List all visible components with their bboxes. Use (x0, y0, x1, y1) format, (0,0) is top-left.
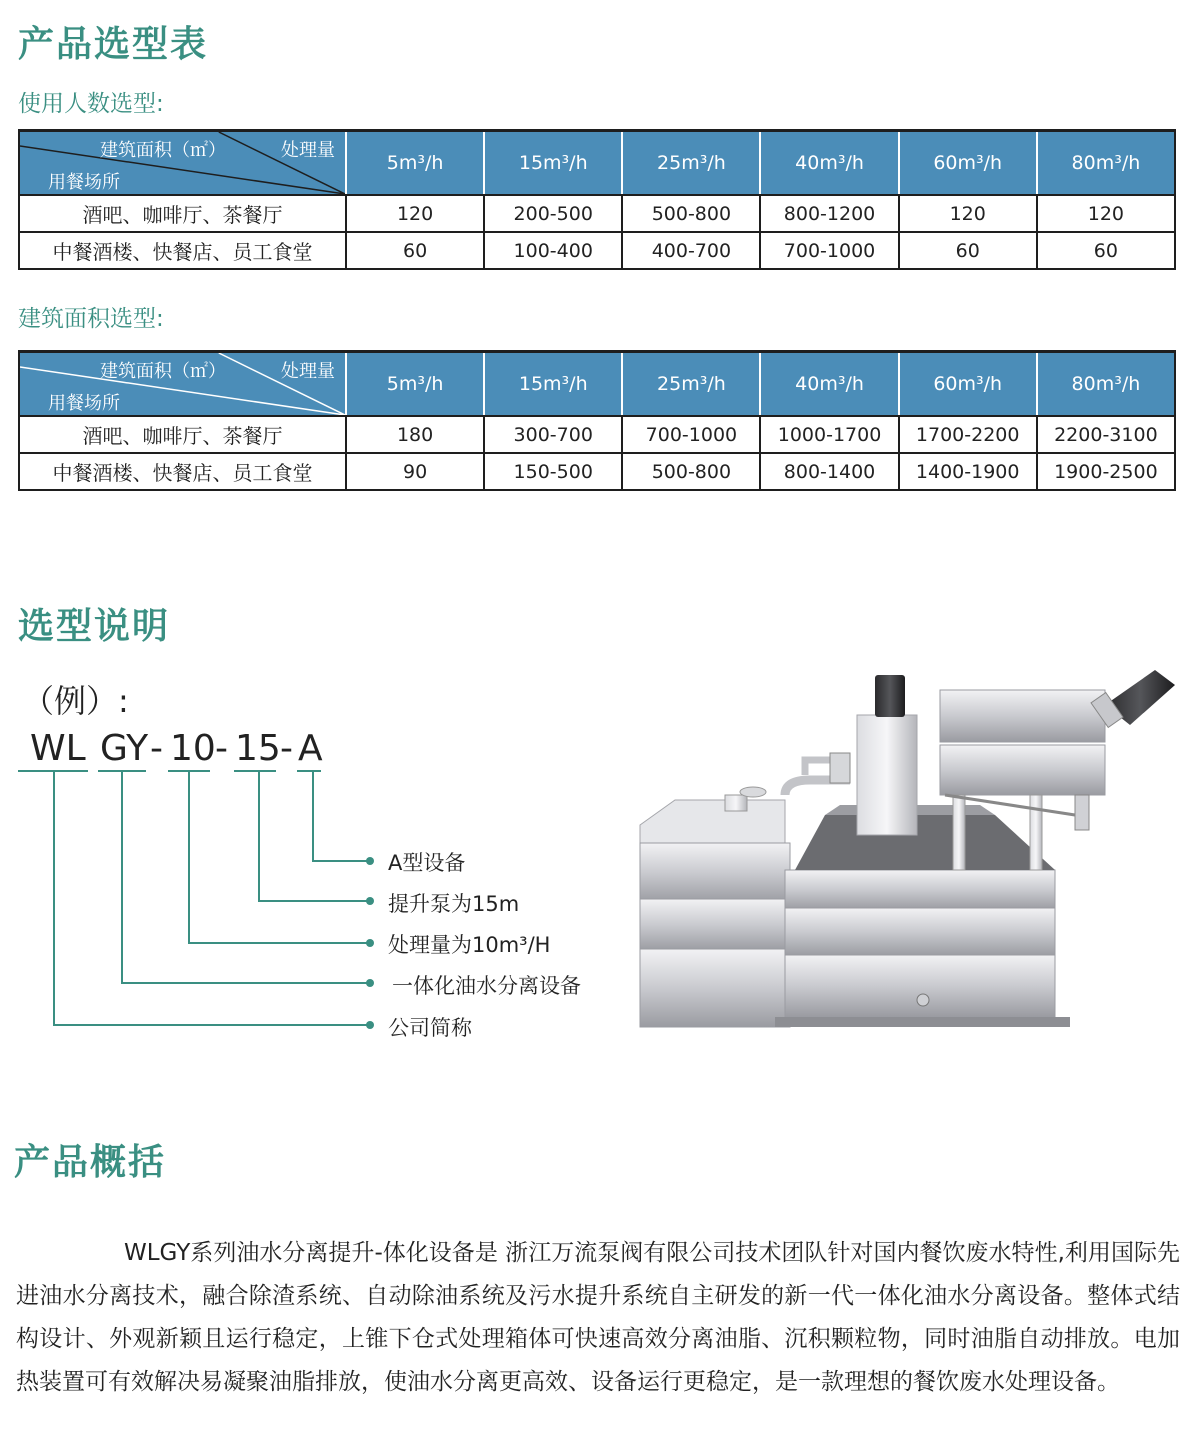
code-company: WL (30, 728, 86, 769)
legend-flow: 处理量为10m³/H (388, 933, 551, 957)
table-corner-header (19, 131, 346, 196)
header-flow-label: 处理量 (281, 140, 335, 161)
connector-line (312, 772, 314, 862)
header-flow-label: 处理量 (281, 361, 335, 382)
row-venue: 酒吧、咖啡厅、茶餐厅 (19, 416, 346, 453)
table-cell: 700-1000 (622, 416, 760, 453)
code-separator: - (280, 728, 293, 769)
row-venue: 中餐酒楼、快餐店、员工食堂 (19, 453, 346, 490)
column-header: 15m³/h (484, 352, 622, 417)
table-cell: 800-1200 (760, 195, 898, 232)
column-header: 5m³/h (346, 352, 484, 417)
column-header: 60m³/h (899, 131, 1037, 196)
table-cell: 180 (346, 416, 484, 453)
column-header: 40m³/h (760, 131, 898, 196)
table-cell: 500-800 (622, 195, 760, 232)
table-corner-header (19, 352, 346, 417)
bullet-dot (366, 857, 374, 865)
table-cell: 500-800 (622, 453, 760, 490)
table-cell: 90 (346, 453, 484, 490)
column-header: 5m³/h (346, 131, 484, 196)
connector-line (53, 772, 55, 1026)
code-separator: - (215, 728, 228, 769)
table-cell: 200-500 (484, 195, 622, 232)
section-title-area: 建筑面积选型: (18, 306, 164, 332)
table-cell: 800-1400 (760, 453, 898, 490)
table-row (19, 453, 1175, 490)
table-row (19, 416, 1175, 453)
connector-line (121, 772, 123, 984)
table-cell: 150-500 (484, 453, 622, 490)
connector-line (53, 1024, 368, 1026)
legend-lift: 提升泵为15m (388, 892, 520, 916)
table-cell: 1000-1700 (760, 416, 898, 453)
table-cell: 1700-2200 (899, 416, 1037, 453)
bullet-dot (366, 979, 374, 987)
column-header: 80m³/h (1037, 352, 1175, 417)
table-cell: 120 (1037, 195, 1175, 232)
overview-title: 产品概括 (14, 1142, 167, 1183)
page-title: 产品选型表 (18, 24, 209, 65)
table-cell: 100-400 (484, 232, 622, 269)
overview-text: WLGY系列油水分离提升-体化设备是 浙江万流泵阀有限公司技术团队针对国内餐饮废水特性,利用国际先进油水分离技术，融合除渣系统、自动除油系统及污水提升系统自主研发的新一代一体化油水分离设备。整体式结构设计、外观新颖且运行稳定，上锥下仓式处理箱体可快速高效分离油脂、沉积颗粒物，同时油脂自动排放。电加热装置可有效解决易凝聚油脂排放，使油水分离更高效、设备运行更稳定，是一款理想的餐饮废水处理设备。 (16, 1240, 1180, 1395)
selection-table-area (18, 350, 1176, 491)
table-cell: 120 (899, 195, 1037, 232)
table-cell: 60 (899, 232, 1037, 269)
code-separator: - (150, 728, 163, 769)
table-cell: 60 (1037, 232, 1175, 269)
example-label: （例）: (22, 682, 129, 720)
table-row (19, 232, 1175, 269)
column-header: 25m³/h (622, 131, 760, 196)
model-section-title: 选型说明 (18, 606, 171, 647)
row-venue: 酒吧、咖啡厅、茶餐厅 (19, 195, 346, 232)
selection-table-people (18, 129, 1176, 270)
underline (234, 770, 276, 772)
table-cell: 1400-1900 (899, 453, 1037, 490)
table-cell: 1900-2500 (1037, 453, 1175, 490)
table-cell: 120 (346, 195, 484, 232)
table-cell: 60 (346, 232, 484, 269)
table-row (19, 195, 1175, 232)
connector-line (258, 900, 368, 902)
legend-company: 公司简称 (388, 1016, 472, 1040)
section-title-people: 使用人数选型: (18, 91, 164, 117)
header-area-label: 建筑面积（㎡） (100, 140, 226, 161)
legend-type: A型设备 (388, 851, 466, 875)
column-header: 60m³/h (899, 352, 1037, 417)
bullet-dot (366, 939, 374, 947)
column-header: 25m³/h (622, 352, 760, 417)
header-area-label: 建筑面积（㎡） (100, 361, 226, 382)
legend-series: 一体化油水分离设备 (392, 974, 581, 998)
code-lift: 15 (235, 728, 281, 769)
code-type: A (298, 728, 323, 769)
table-cell: 2200-3100 (1037, 416, 1175, 453)
header-venue-label: 用餐场所 (48, 393, 120, 414)
row-venue: 中餐酒楼、快餐店、员工食堂 (19, 232, 346, 269)
column-header: 15m³/h (484, 131, 622, 196)
header-venue-label: 用餐场所 (48, 172, 120, 193)
table-cell: 700-1000 (760, 232, 898, 269)
connector-line (188, 772, 190, 944)
table-cell: 400-700 (622, 232, 760, 269)
code-series: GY (100, 728, 149, 769)
underline (297, 770, 321, 772)
connector-line (188, 942, 368, 944)
column-header: 40m³/h (760, 352, 898, 417)
table-cell: 300-700 (484, 416, 622, 453)
bullet-dot (366, 1021, 374, 1029)
connector-line (312, 860, 368, 862)
bullet-dot (366, 897, 374, 905)
overview-paragraph (16, 1232, 1180, 1404)
column-header: 80m³/h (1037, 131, 1175, 196)
connector-line (258, 772, 260, 902)
code-flow: 10 (170, 728, 216, 769)
oil-water-separator-image (635, 665, 1180, 1035)
connector-line (121, 982, 368, 984)
